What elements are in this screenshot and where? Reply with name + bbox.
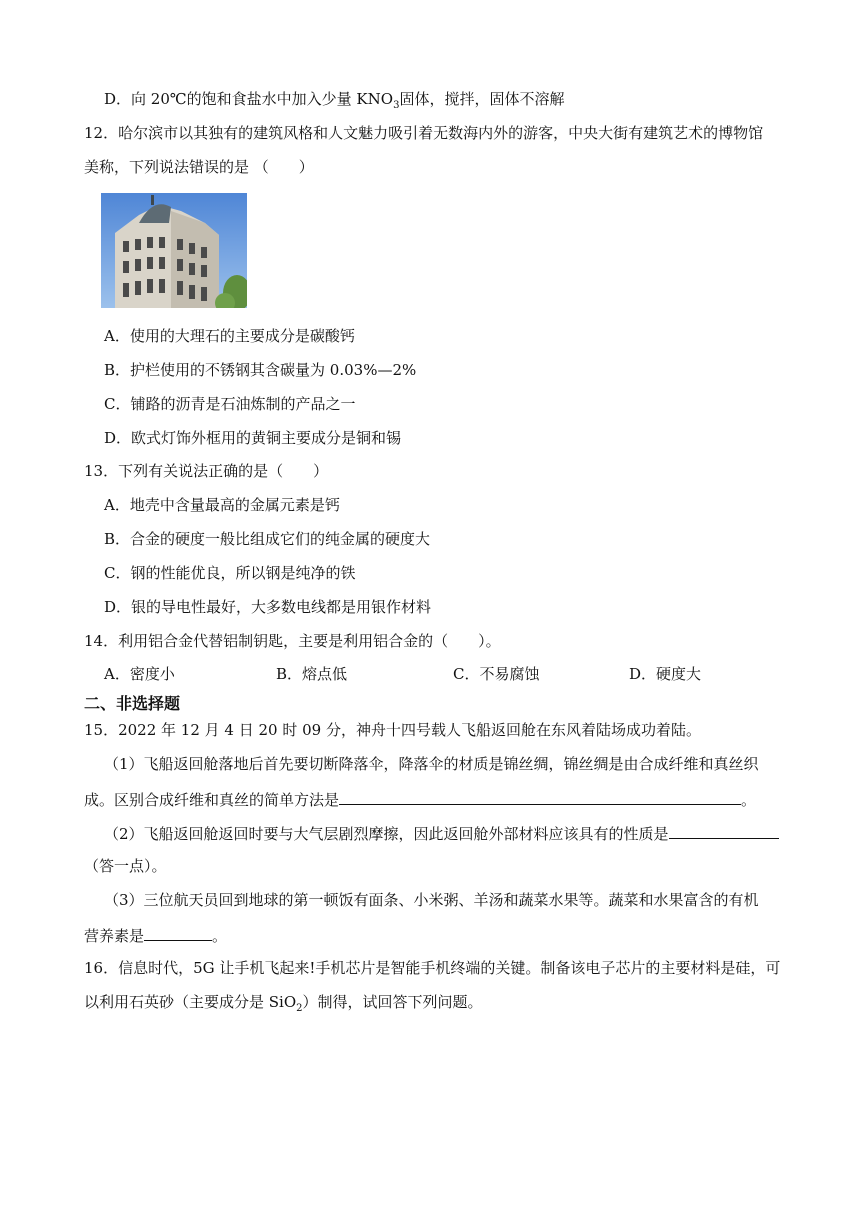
q13-stem: 13．下列有关说法正确的是（ ）	[84, 462, 329, 480]
q15-part2-line1	[104, 822, 779, 844]
q15-part3-answer-blank[interactable]	[144, 924, 212, 941]
q12-stem-line1: 12．哈尔滨市以其独有的建筑风格和人文魅力吸引着无数海内外的游客，中央大街有建筑艺术的博物馆	[84, 124, 764, 142]
q15-part1-answer-blank[interactable]	[339, 788, 741, 805]
q16-line1: 16．信息时代，5G 让手机飞起来!手机芯片是智能手机终端的关键。制备该电子芯片的主要材料是硅，可	[84, 959, 781, 977]
q15-part1-end: 。	[741, 791, 757, 809]
q15-part2-answer-blank[interactable]	[669, 822, 779, 839]
q15-part1-line2	[84, 788, 756, 810]
q15-part3-end: 。	[212, 927, 228, 945]
section-heading: 二、非选择题	[84, 694, 181, 713]
q13-option-c: C．钢的性能优良，所以钢是纯净的铁	[104, 564, 356, 582]
q15-stem: 15．2022 年 12 月 4 日 20 时 09 分，神舟十四号载人飞船返回舱在东风着陆场成功着陆。	[84, 721, 701, 739]
q13-option-b: B．合金的硬度一般比组成它们的纯金属的硬度大	[104, 530, 431, 548]
q11-option-d-sub: 3	[393, 100, 400, 111]
q15-part3-line2	[84, 924, 227, 946]
q12-option-a: A．使用的大理石的主要成分是碳酸钙	[104, 327, 355, 345]
q14-option-c: C．不易腐蚀	[453, 665, 540, 683]
q13-option-a: A．地壳中含量最高的金属元素是钙	[104, 496, 340, 514]
q12-stem-line2: 美称，下列说法错误的是 （ ）	[84, 158, 314, 176]
q15-part3-text: 营养素是	[84, 927, 145, 945]
q12-option-c: C．铺路的沥青是石油炼制的产品之一	[104, 395, 356, 413]
q16-line2-tail: ）制得，试回答下列问题。	[302, 993, 483, 1011]
q14-stem: 14．利用铝合金代替铝制钥匙，主要是利用铝合金的（ ）。	[84, 632, 501, 650]
q15-part3-line1: （3）三位航天员回到地球的第一顿饭有面条、小米粥、羊汤和蔬菜水果等。蔬菜和水果富含的有机	[104, 891, 759, 909]
q15-part2-text: （2）飞船返回舱返回时要与大气层剧烈摩擦，因此返回舱外部材料应该具有的性质是	[104, 825, 669, 843]
q16-line2	[84, 992, 483, 1019]
q15-part1-line1: （1）飞船返回舱落地后首先要切断降落伞，降落伞的材质是锦丝绸，锦丝绸是由合成纤维和真丝织	[104, 755, 759, 773]
building-photo	[101, 193, 247, 308]
q14-option-b: B．熔点低	[276, 665, 348, 683]
q16-line2-sub: 2	[296, 1003, 303, 1014]
q15-part2-line2: （答一点）。	[84, 857, 167, 875]
q13-option-d: D．银的导电性最好，大多数电线都是用银作材料	[104, 598, 432, 616]
q11-option-d-tail: 固体，搅拌，固体不溶解	[399, 90, 565, 108]
q14-option-a: A．密度小	[104, 665, 175, 683]
q12-option-b: B．护栏使用的不锈钢其含碳量为 0.03%—2%	[104, 361, 417, 379]
q15-part1-text: 成。区别合成纤维和真丝的简单方法是	[84, 791, 340, 809]
q16-line2-text: 以利用石英砂（主要成分是 SiO	[84, 993, 297, 1011]
q14-option-d: D．硬度大	[629, 665, 702, 683]
q12-option-d: D．欧式灯饰外框用的黄铜主要成分是铜和锡	[104, 429, 402, 447]
building-photo-illustration	[101, 193, 247, 308]
q11-option-d-text: D．向 20℃的饱和食盐水中加入少量 KNO	[104, 90, 394, 108]
q11-option-d	[104, 89, 564, 116]
